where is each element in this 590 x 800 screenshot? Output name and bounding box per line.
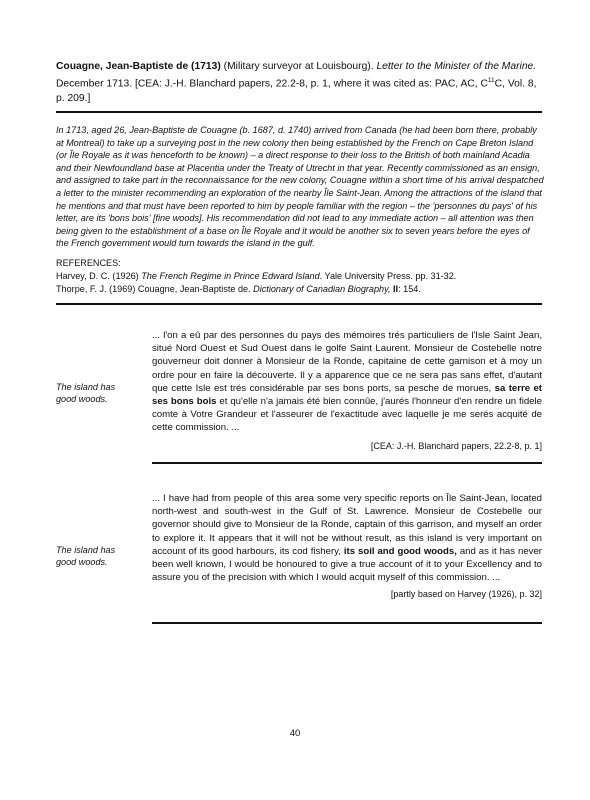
reference-thorpe	[56, 283, 544, 296]
margin-note-french: The island has good woods.	[56, 382, 116, 405]
author-role: (Military surveyor at Louisbourg).	[220, 61, 377, 72]
author-name: Couagne, Jean-Baptiste de (1713)	[56, 61, 221, 72]
reference-author: Thorpe, F. J. (1969) Couagne, Jean-Baptiste de.	[56, 283, 254, 294]
reference-volume: II	[390, 283, 399, 294]
quotation-emphasis: sa terre et ses bons bois	[152, 382, 542, 408]
introduction-paragraph: In 1713, aged 26, Jean-Baptiste de Couagne (b. 1687, d. 1740) arrived from Canada (he had been born there, probably at Montreal) to take up a surveying post in the new colony then being established by the French on Cape Breton Island (or Île Royale as it was henceforth to be known) – a direct response to their loss to the British of both mainland Acadia and their Newfoundland base at Placentia under the Treaty of Utrecht in that year. Recently commissioned as an ensign, and assigned to take part in the reconnaissance for the new colony, Couagne within a short time of his arrival despatched a letter to the minister recommending an exploration of the nearby Île Saint-Jean. Among the attractions of the island that he mentions and that must have been reported to him by people familiar with the region – the 'personnes du pays' of his letter, are its 'bons bois' [fine woods]. His recommendation did not lead to any immediate action – all attention was then being given to the establishment of a base on Île Royale and it would be another six to seven years before the eyes of the French government would turn towards the island in the gulf.	[56, 125, 544, 249]
reference-title: Dictionary of Canadian Biography,	[253, 283, 391, 294]
quotation-text: and as it has never been well known, I would be honoured to give a true account of it to your Excellency and to assure you of the precision with which I would acquit myself of this commission. ...	[152, 545, 542, 584]
references-block	[56, 257, 544, 295]
french-divider	[152, 462, 542, 464]
reference-pages: : 154.	[398, 283, 421, 294]
french-quotation	[152, 329, 542, 435]
page-number: 40	[289, 728, 301, 739]
header-divider	[56, 111, 542, 113]
quotation-text: ... I have had from people of this area some very specific reports on Île Saint-Jean, located north-west and south-west in the Gulf of St. Lawrence. Monsieur de Costebelle our governor should give to Monsieur de la Ronde, captain of this garrison, and myself an order to explore it. It appears that it will not be without result, as this island is very important on account of its good harbours, its cod fishery,	[152, 493, 542, 557]
margin-note-english: The island has good woods.	[56, 545, 116, 568]
document-source-end: C, Vol. 8, p. 209.]	[56, 78, 537, 105]
document-source: December 1713. [CEA: J.-H. Blanchard papers, 22.2-8, p. 1, where it was cited as: PAC, AC, C	[56, 78, 488, 90]
english-citation: [partly based on Harvey (1926), p. 32]	[390, 589, 542, 599]
references-divider	[56, 303, 542, 305]
english-quotation	[152, 492, 542, 584]
references-heading: REFERENCES:	[56, 258, 121, 268]
reference-publisher: . Yale University Press. pp. 31-32.	[319, 270, 457, 281]
document-title: Letter to the Minister of the Marine.	[376, 61, 537, 72]
document-header	[56, 60, 542, 107]
reference-author: Harvey, D. C. (1926)	[56, 270, 142, 281]
reference-title: The French Regime in Prince Edward Island	[141, 270, 320, 281]
reference-harvey	[56, 270, 544, 283]
quotation-text: ... l'on a eû par des personnes du pays des mémoires trés particuliers de l'Isle Saint Jean, situé Nord Ouest et Sud Ouest dans le golfe Saint Laurent. Monsieur de Costebelle notre gouverneur doit donner à Monsieur de la Ronde, capitaine de cette garnison et à moy un ordre pour en faire la découverte. Il y a apparence que ce ne sera pas sans effet, d'autant que cette Isle est trés considérable par ses bons ports, sa pesche de morues,	[152, 330, 542, 394]
english-divider	[152, 622, 542, 624]
quotation-emphasis: its soil and good woods,	[343, 545, 457, 557]
source-superscript: 11	[487, 77, 495, 85]
quotation-text: et qu'elle n'a jamais été bien connûe, j'aurés l'honneur d'en rendre un fidele comte à Votre Grandeur et l'asseurer de l'exactitude avec laquelle je me serés acquité de cette commission. ...	[152, 396, 542, 434]
french-citation: [CEA: J.-H. Blanchard papers, 22.2-8, p. 1]	[370, 441, 542, 451]
